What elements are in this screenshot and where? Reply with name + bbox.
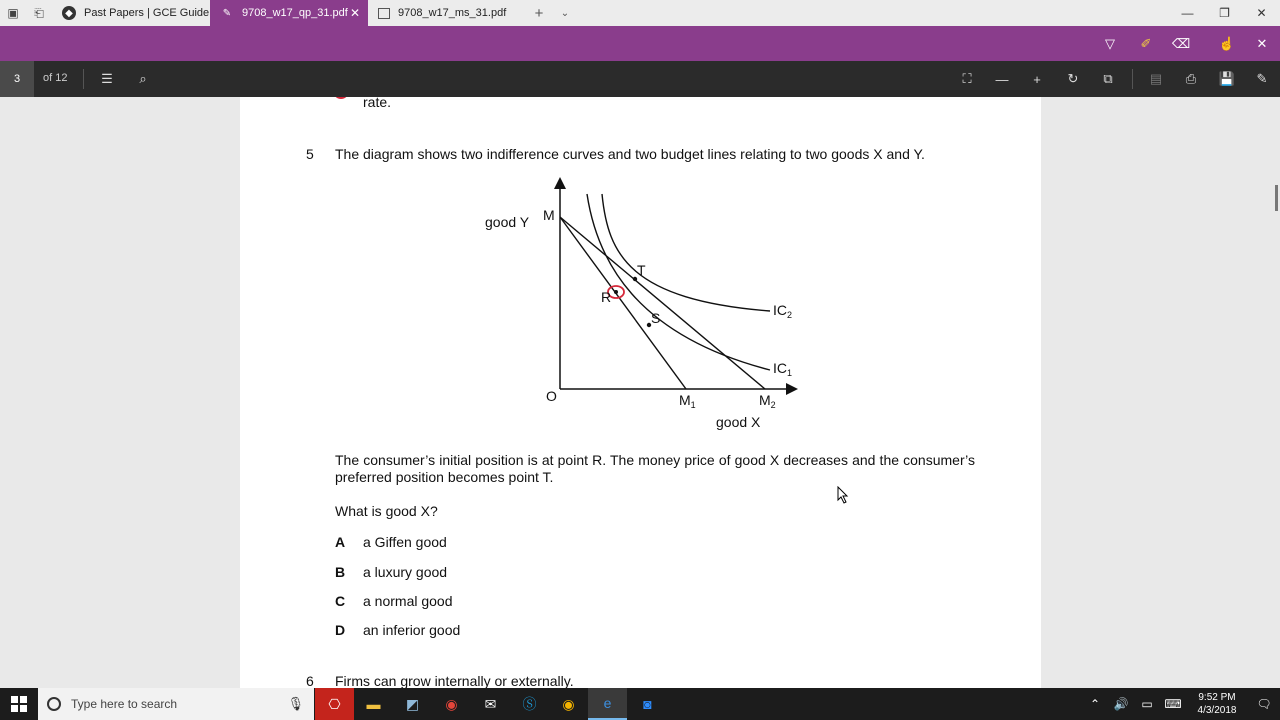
- indifference-curve-diagram: [470, 175, 810, 437]
- previous-question-text: rate.: [363, 97, 392, 110]
- window-controls: [1169, 0, 1280, 26]
- app-icon[interactable]: ◩: [405, 695, 420, 712]
- option-letter-b: B: [335, 564, 346, 580]
- pdf-page-icon: [378, 8, 390, 19]
- label-good-x: good X: [716, 414, 761, 430]
- restore-icon[interactable]: ❐: [1219, 6, 1230, 20]
- network-icon[interactable]: ▭: [1141, 697, 1153, 711]
- tab-label: Past Papers | GCE Guide: [84, 7, 210, 19]
- question-paragraph: The consumer’s initial position is at point R. The money price of good X decreases and the consumer’s preferred position becomes point T.: [335, 452, 975, 485]
- zoom-icon[interactable]: ◙: [643, 696, 652, 712]
- mouse-cursor-icon: [837, 486, 849, 504]
- question-stem: Firms can grow internally or externally.: [335, 673, 574, 688]
- pen-icon: ✎: [222, 7, 232, 19]
- file-explorer-icon[interactable]: ▬: [366, 696, 381, 712]
- toolbar-divider: [1132, 69, 1133, 89]
- option-letter-d: D: [335, 622, 346, 638]
- label-m1: $M_1$: [679, 392, 696, 410]
- clock-date: 4/3/2018: [1197, 705, 1237, 716]
- question-number: 5: [306, 146, 314, 162]
- label-s: S: [651, 310, 661, 326]
- clock-time: 9:52 PM: [1198, 692, 1236, 703]
- label-o: O: [546, 388, 557, 404]
- chrome-icon[interactable]: ◉: [445, 695, 458, 712]
- zoom-in-icon[interactable]: +: [1033, 71, 1041, 87]
- document-viewer[interactable]: [0, 97, 1280, 688]
- option-text-a: a Giffen good: [363, 534, 447, 550]
- page-count-label: of 12: [43, 72, 68, 84]
- rotate-icon[interactable]: ↻: [1067, 71, 1079, 86]
- browser-tab-bar: [0, 0, 1280, 26]
- point-r: [614, 290, 618, 294]
- pdf-toolbar: [0, 61, 1280, 97]
- close-tab-icon[interactable]: ✕: [349, 6, 360, 20]
- acrobat-icon[interactable]: ⎔: [315, 688, 354, 720]
- red-annotation-mark: [333, 97, 349, 99]
- question-number: 6: [306, 673, 314, 688]
- cortana-icon: [47, 697, 61, 711]
- option-text-b: a luxury good: [363, 564, 448, 580]
- search-placeholder: Type here to search: [71, 697, 178, 711]
- option-letter-c: C: [335, 593, 346, 609]
- tab-manager-icon[interactable]: ▣: [7, 6, 19, 20]
- toolbar-divider: [83, 69, 84, 89]
- gce-guide-favicon-icon: ◆: [62, 6, 76, 20]
- edge-icon[interactable]: e: [588, 688, 627, 720]
- pdf-page: [240, 97, 1041, 688]
- annotation-toolbar: [0, 26, 1280, 61]
- keyboard-icon[interactable]: ⌨: [1164, 697, 1182, 711]
- tab-qp-pdf[interactable]: [210, 0, 368, 26]
- notifications-icon[interactable]: 🗨: [1256, 697, 1272, 711]
- save-icon[interactable]: 💾: [1218, 71, 1236, 86]
- tab-past-papers[interactable]: [52, 0, 210, 26]
- print-icon[interactable]: ⎙: [1185, 71, 1197, 86]
- option-letter-a: A: [335, 534, 346, 550]
- minimize-icon[interactable]: —: [1181, 6, 1194, 20]
- highlighter-icon[interactable]: ✐: [1140, 36, 1152, 51]
- mail-icon[interactable]: ✉: [484, 695, 497, 712]
- volume-icon[interactable]: 🔊: [1113, 697, 1129, 711]
- tab-label: 9708_w17_qp_31.pdf: [242, 7, 348, 19]
- page-view-icon[interactable]: ⧉: [1103, 71, 1113, 86]
- close-window-icon[interactable]: ✕: [1256, 6, 1267, 20]
- ballpoint-pen-icon[interactable]: ▽: [1105, 36, 1115, 51]
- label-t: T: [637, 262, 646, 278]
- touch-writing-icon[interactable]: ☝: [1218, 36, 1236, 51]
- set-aside-tabs-icon[interactable]: ⎗: [34, 5, 44, 20]
- zoom-out-icon[interactable]: —: [995, 71, 1009, 87]
- eraser-icon[interactable]: ⌫: [1171, 36, 1191, 51]
- label-good-y: good Y: [485, 214, 530, 230]
- system-tray: [1082, 688, 1280, 720]
- chevron-up-icon[interactable]: ⌃: [1089, 697, 1101, 711]
- close-annotation-icon[interactable]: ✕: [1256, 36, 1268, 51]
- windows-taskbar: [0, 688, 1280, 720]
- question-prompt: What is good X?: [335, 503, 438, 519]
- question-stem: The diagram shows two indifference curves and two budget lines relating to two goods X and Y.: [335, 146, 925, 162]
- label-m: M: [543, 207, 555, 223]
- label-ic2: $IC_2$: [773, 302, 793, 320]
- new-tab-button[interactable]: +: [534, 4, 544, 22]
- taskbar-search-box[interactable]: [38, 688, 314, 720]
- label-m2: $M_2$: [759, 392, 776, 410]
- windows-start-icon[interactable]: [0, 688, 38, 720]
- page-number-input[interactable]: 3: [0, 61, 34, 97]
- scrollbar-thumb[interactable]: [1275, 185, 1278, 211]
- budget-line-m2: [560, 217, 765, 389]
- indifference-curve-ic2: [602, 194, 770, 311]
- edit-icon[interactable]: ✎: [1256, 71, 1268, 86]
- tab-label: 9708_w17_ms_31.pdf: [398, 7, 507, 19]
- clock[interactable]: [1186, 691, 1248, 717]
- tab-ms-pdf[interactable]: [368, 0, 526, 26]
- label-ic1: $IC_1$: [773, 360, 793, 378]
- skype-icon[interactable]: Ⓢ: [522, 696, 537, 712]
- search-icon[interactable]: ⌕: [139, 71, 147, 86]
- chevron-down-icon[interactable]: ⌄: [560, 7, 570, 19]
- option-text-d: an inferior good: [363, 622, 461, 638]
- table-of-contents-icon[interactable]: ☰: [101, 71, 113, 86]
- budget-line-m1: [560, 217, 686, 389]
- read-aloud-icon: ▤: [1149, 71, 1163, 86]
- indifference-curve-ic1: [587, 194, 770, 370]
- microphone-icon[interactable]: 🎙: [287, 696, 304, 711]
- label-r: R: [601, 289, 612, 305]
- fit-to-page-icon[interactable]: ⛶: [962, 71, 972, 86]
- option-text-c: a normal good: [363, 593, 453, 609]
- chrome-canary-icon[interactable]: ◉: [562, 695, 575, 712]
